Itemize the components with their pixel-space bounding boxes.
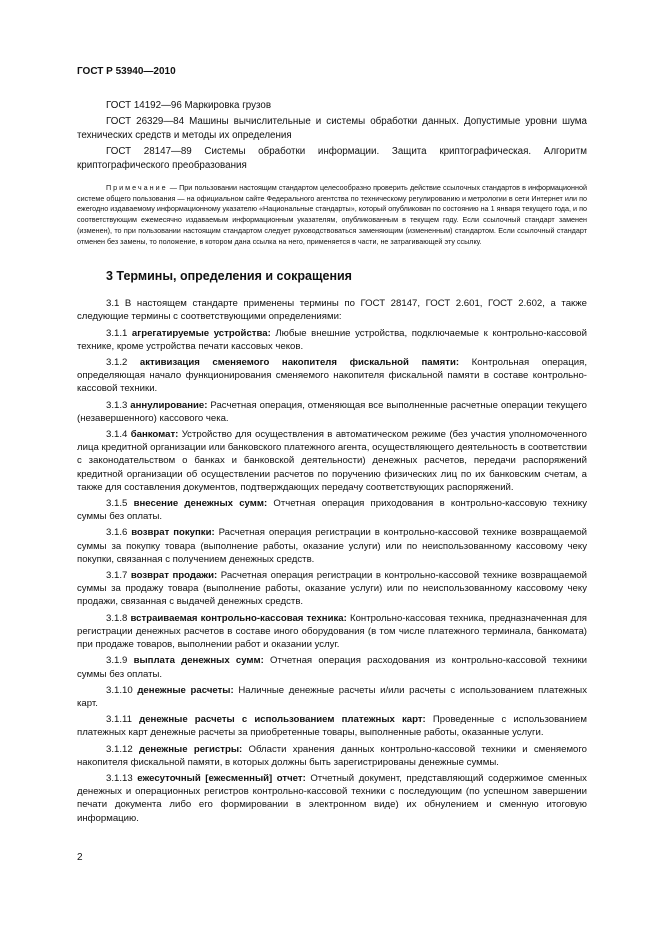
- term-3-1-7: [77, 569, 587, 609]
- term-3-1-1: [77, 327, 587, 353]
- term-name: встраиваемая контрольно-кассовая техника:: [130, 612, 347, 624]
- term-number: 3.1.5: [106, 498, 128, 510]
- note-text: — При пользовании настоящим стандартом целесообразно проверить действие ссылочных стандартов в информационной системе общего пользования — на официальном сайте Федерального агентства по техническому регулированию и метрологии в сети Интернет или по ежегодно издаваемому информационному указателю «Национальные стандарты», который опубликован по состоянию на 1 января текущего года, и по соответствующим ежемесячно издаваемым информационным указателям, опубликованным в текущем году. Если ссылочный стандарт заменен (изменен), то при пользовании настоящим стандартом следует руководствоваться заменяющим (измененным) стандартом. Если ссылочный стандарт отменен без замены, то положение, в котором дана ссылка на него, применяется в части, не затрагивающей эту ссылку.: [77, 183, 587, 246]
- term-number: 3.1.3: [106, 399, 128, 411]
- term-definition: Расчетная операция регистрации в контрольно-кассовой технике возвращаемой суммы за покупку товара (выполнение работы, оказание услуги) или по неиспользованному кассовому чеку покупки, связанная с получением денежных средств.: [77, 527, 588, 565]
- page-number: 2: [77, 852, 83, 863]
- reference-note: [77, 183, 587, 247]
- term-name: аннулирование:: [130, 399, 208, 411]
- term-name: возврат продажи:: [130, 570, 218, 582]
- term-name: денежные расчеты с использованием платежных карт:: [139, 714, 426, 726]
- reference-gost-28147: ГОСТ 28147—89 Системы обработки информации. Защита криптографическая. Алгоритм криптографического преобразования: [77, 146, 587, 171]
- reference-gost-26329: ГОСТ 26329—84 Машины вычислительные и системы обработки данных. Допустимые уровни шума технических средств и методы их определения: [77, 116, 587, 141]
- term-3-1-2: [77, 356, 587, 396]
- reference-gost-14192: ГОСТ 14192—96 Маркировка грузов: [106, 100, 272, 111]
- term-definition: Любые внешние устройства, подключаемые к контрольно-кассовой технике, кроме устройства печати кассовых чеков.: [77, 327, 588, 352]
- term-number: 3.1.2: [106, 357, 128, 369]
- term-3-1-11: [77, 713, 587, 739]
- term-3-1-13: [77, 772, 587, 825]
- term-number: 3.1.4: [106, 429, 128, 441]
- term-3-1-12: [77, 743, 587, 769]
- term-name: выплата денежных сумм:: [133, 655, 264, 667]
- term-definition: Расчетная операция, отменяющая все выполненные расчетные операции текущего (незавершенного) кассового чека.: [77, 399, 587, 424]
- term-name: агрегатируемые устройства:: [131, 327, 271, 339]
- term-number: 3.1.12: [106, 743, 133, 755]
- term-3-1-3: [77, 399, 587, 425]
- term-number: 3.1.1: [106, 327, 128, 339]
- term-definition: Отчетная операция расходования из контрольно-кассовой техники суммы без оплаты.: [77, 655, 588, 680]
- section-intro: 3.1 В настоящем стандарте применены термины по ГОСТ 28147, ГОСТ 2.601, ГОСТ 2.602, а также следующие термины с соответствующими определениями:: [77, 298, 587, 323]
- term-name: денежные расчеты:: [137, 684, 234, 696]
- term-3-1-6: [77, 526, 587, 566]
- term-number: 3.1.10: [106, 684, 133, 696]
- term-name: банкомат:: [130, 429, 179, 441]
- term-3-1-10: [77, 684, 587, 710]
- page-content: [77, 99, 587, 828]
- note-label: Примечание: [106, 183, 168, 192]
- term-definition: Отчетный документ, представляющий содержимое сменных денежных и операционных регистров контрольно-кассовой техники с последующим (по успешном завершении печати документа либо его формировании в электронном виде) их обнулением и сменную итоговую информацию.: [77, 772, 587, 824]
- section-heading: 3 Термины, определения и сокращения: [106, 269, 352, 284]
- term-number: 3.1.6: [106, 527, 128, 539]
- term-name: ежесуточный [ежесменный] отчет:: [137, 772, 306, 784]
- term-number: 3.1.8: [106, 612, 128, 624]
- term-definition: Устройство для осуществления в автоматическом режиме (без участия уполномоченного лица кредитной организации или банковского платежного агента, осуществляющего деятельность в соответствии с законодательством о банках и банковской деятельности) денежных расчетов, передачи распоряжений кредитной организации об осуществлении расчетов по поручению физических лиц по их банковским счетам, а также для составления документов, подтверждающих передачу соответствующих распоряжений.: [77, 429, 587, 493]
- term-number: 3.1.13: [106, 772, 133, 784]
- term-definition: Отчетная операция приходования в контрольно-кассовую технику суммы без оплаты.: [77, 498, 587, 523]
- term-definition: Наличные денежные расчеты и/или расчеты с использованием платежных карт.: [77, 684, 587, 709]
- term-definition: Проведенные с использованием платежных карт денежные расчеты за приобретенные товары, выполненные работы, оказанные услуги.: [77, 714, 587, 739]
- term-definition: Контрольно-кассовая техника, предназначенная для регистрации денежных расчетов в составе иного оборудования (в том числе платежного терминала, банкомата) при продаже товаров, выполнении работ и оказании услуг.: [77, 612, 587, 651]
- document-id: ГОСТ Р 53940—2010: [77, 66, 176, 77]
- term-name: денежные регистры:: [138, 743, 243, 755]
- term-definition: Области хранения данных контрольно-кассовой техники и сменяемого накопителя фискальной памяти, в которых должны быть зарегистрированы денежные суммы.: [77, 743, 587, 768]
- term-name: внесение денежных сумм:: [133, 498, 268, 510]
- term-3-1-9: [77, 654, 587, 680]
- term-3-1-8: [77, 612, 587, 652]
- term-3-1-4: [77, 428, 587, 494]
- term-number: 3.1.9: [106, 655, 128, 667]
- term-number: 3.1.7: [106, 570, 128, 582]
- term-definition: Контрольная операция, определяющая начало функционирования сменяемого накопителя фискальной памяти в составе контрольно-кассовой техники.: [77, 357, 587, 395]
- term-definition: Расчетная операция регистрации в контрольно-кассовой технике возвращаемой суммы за продажу товара (выполнение работы, оказание услуги) или по неиспользованному кассовому чеку продажи, связанная с выдачей денежных средств.: [77, 570, 587, 608]
- term-number: 3.1.11: [106, 714, 132, 726]
- term-3-1-5: [77, 497, 587, 523]
- term-name: возврат покупки:: [131, 527, 215, 539]
- term-name: активизация сменяемого накопителя фискальной памяти:: [139, 357, 460, 369]
